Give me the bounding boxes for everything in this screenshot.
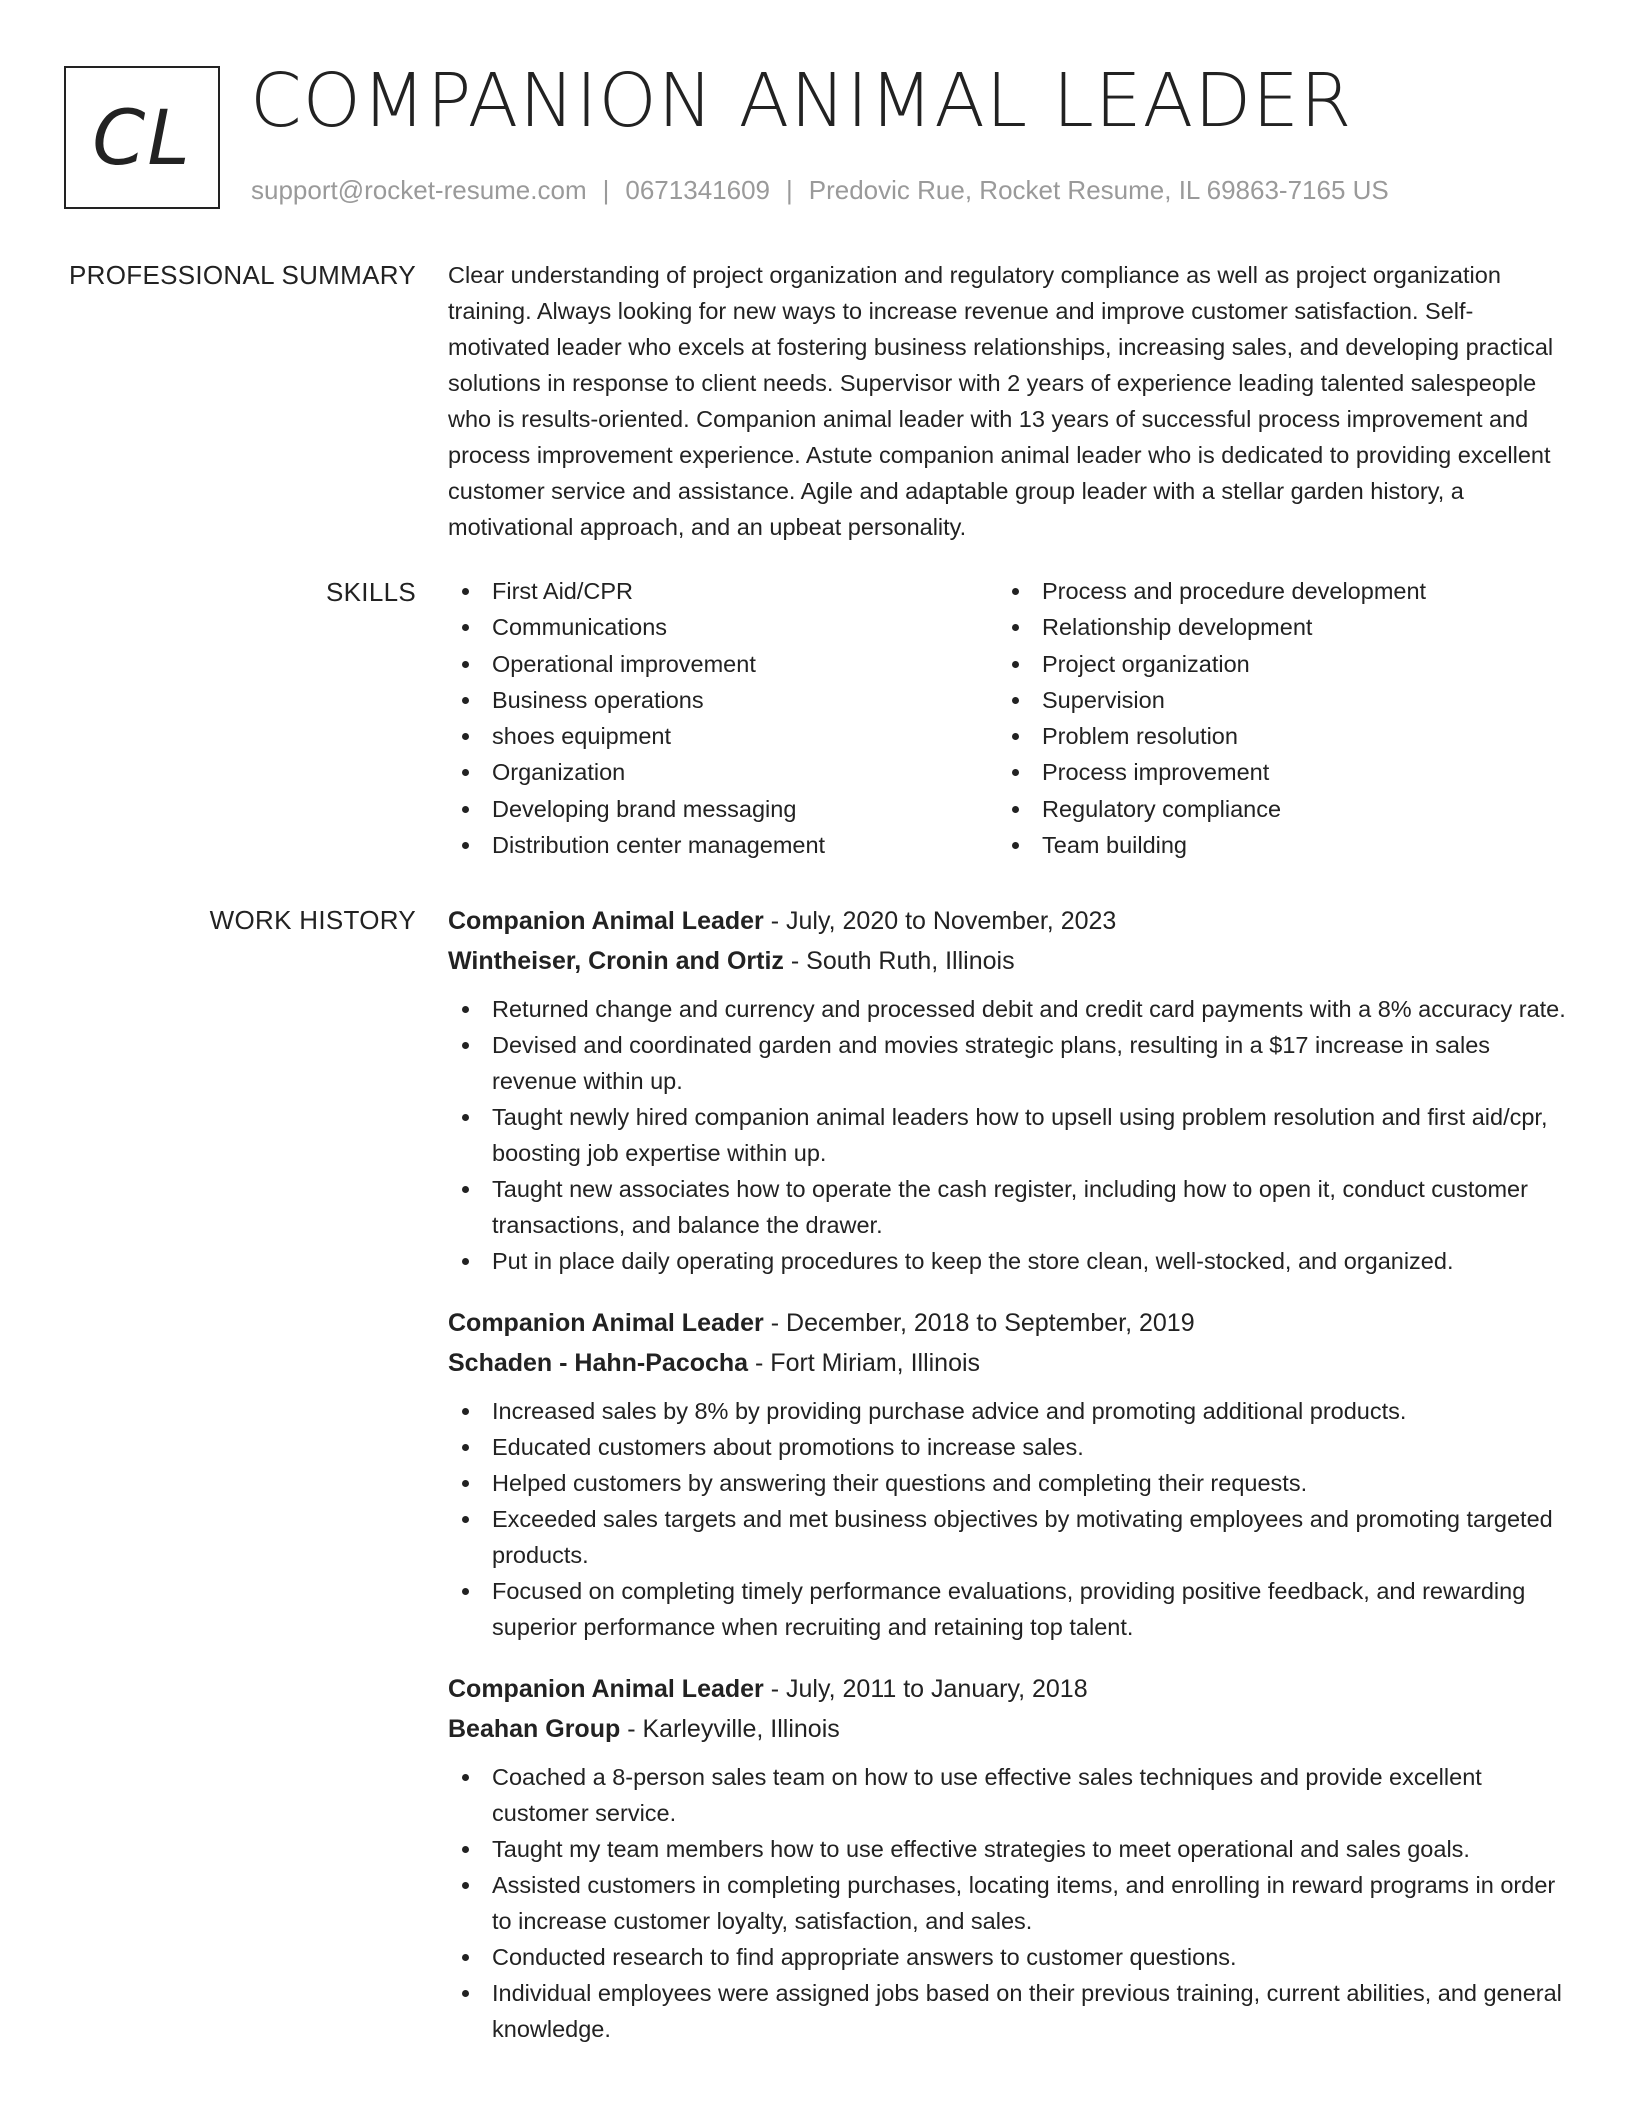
job-bullet: Increased sales by 8% by providing purchase advice and promoting additional products.: [448, 1393, 1568, 1429]
job-bullet: Individual employees were assigned jobs based on their previous training, current abilities, and general knowledge.: [448, 1975, 1568, 2047]
skills-column-left: [448, 573, 998, 863]
job-bullet: Taught my team members how to use effective strategies to meet operational and sales goals.: [448, 1831, 1568, 1867]
job-bullet: Focused on completing timely performance evaluations, providing positive feedback, and rewarding superior performance when recruiting and retaining top talent.: [448, 1573, 1568, 1645]
contact-separator: |: [786, 175, 793, 205]
job-bullet: Taught newly hired companion animal leaders how to upsell using problem resolution and first aid/cpr, boosting job expertise within up.: [448, 1099, 1568, 1171]
skill-item: Developing brand messaging: [448, 791, 998, 827]
skill-item: Communications: [448, 609, 998, 645]
job-location: - Fort Miriam, Illinois: [748, 1349, 981, 1377]
job-title: Companion Animal Leader: [448, 1675, 764, 1703]
skill-item: First Aid/CPR: [448, 573, 998, 609]
job-location: - Karleyville, Illinois: [620, 1715, 840, 1743]
skills-column-right: [998, 573, 1548, 863]
job-company: Beahan Group: [448, 1715, 621, 1743]
job-bullets: [448, 1759, 1568, 2047]
job-dates: - July, 2011 to January, 2018: [763, 1675, 1088, 1703]
contact-address: Predovic Rue, Rocket Resume, IL 69863-7165 US: [808, 175, 1389, 205]
skill-item: Process and procedure development: [998, 573, 1548, 609]
job-company-line: [448, 1343, 1568, 1383]
contact-line: [251, 175, 1389, 206]
job-bullet: Exceeded sales targets and met business objectives by motivating employees and promoting targeted products.: [448, 1501, 1568, 1573]
job-bullet: Devised and coordinated garden and movies strategic plans, resulting in a $17 increase in sales revenue within up.: [448, 1027, 1568, 1099]
job-bullet: Helped customers by answering their questions and completing their requests.: [448, 1465, 1568, 1501]
job-bullet: Conducted research to find appropriate answers to customer questions.: [448, 1939, 1568, 1975]
contact-separator: |: [602, 175, 610, 205]
job-company-line: [448, 1709, 1568, 1749]
job-dates: - December, 2018 to September, 2019: [763, 1309, 1195, 1337]
skill-item: Problem resolution: [998, 718, 1548, 754]
job-title: Companion Animal Leader: [448, 1309, 764, 1337]
job-bullet: Assisted customers in completing purchases, locating items, and enrolling in reward programs in order to increase customer loyalty, satisfaction, and sales.: [448, 1867, 1568, 1939]
job-company-line: [448, 941, 1568, 981]
summary-text: Clear understanding of project organization and regulatory compliance as well as project organization training. Always looking for new ways to increase revenue and improve customer satisfaction. Self-motivated leader who excels at fostering business relationships, increasing sales, and developing practical solutions in response to client needs. Supervisor with 2 years of experience leading talented salespeople who is results-oriented. Companion animal leader with 13 years of successful process improvement and process improvement experience. Astute companion animal leader who is dedicated to providing excellent customer service and assistance. Agile and adaptable group leader with a stellar garden history, a motivational approach, and an upbeat personality.: [448, 262, 1554, 540]
job-bullet: Returned change and currency and processed debit and credit card payments with a 8% accuracy rate.: [448, 991, 1568, 1027]
section-label-work-history: WORK HISTORY: [209, 905, 416, 935]
skill-item: Distribution center management: [448, 827, 998, 863]
skill-item: Organization: [448, 754, 998, 790]
job-company: Wintheiser, Cronin and Ortiz: [448, 947, 784, 975]
job-bullet: Put in place daily operating procedures to keep the store clean, well-stocked, and organized.: [448, 1243, 1568, 1279]
contact-phone: 0671341609: [625, 175, 770, 205]
job-entry: [448, 1303, 1568, 1645]
job-bullet: Educated customers about promotions to increase sales.: [448, 1429, 1568, 1465]
skill-item: Regulatory compliance: [998, 791, 1548, 827]
skill-item: Project organization: [998, 646, 1548, 682]
job-title-line: [448, 1303, 1568, 1343]
job-bullet: Taught new associates how to operate the cash register, including how to open it, conduct customer transactions, and balance the drawer.: [448, 1171, 1568, 1243]
skills-list: [448, 573, 1568, 863]
skill-item: shoes equipment: [448, 718, 998, 754]
job-company: Schaden - Hahn-Pacocha: [448, 1349, 749, 1377]
section-label-summary: PROFESSIONAL SUMMARY: [69, 260, 416, 290]
job-entry: [448, 1669, 1568, 2047]
skill-item: Supervision: [998, 682, 1548, 718]
job-bullet: Coached a 8-person sales team on how to use effective sales techniques and provide excellent customer service.: [448, 1759, 1568, 1831]
work-history-list: [448, 901, 1568, 2071]
job-location: - South Ruth, Illinois: [783, 947, 1015, 975]
skill-item: Process improvement: [998, 754, 1548, 790]
job-entry: [448, 901, 1568, 1279]
skill-item: Relationship development: [998, 609, 1548, 645]
skill-item: Team building: [998, 827, 1548, 863]
contact-email: support@rocket-resume.com: [251, 175, 587, 205]
monogram-text: CL: [92, 93, 192, 182]
job-title-line: [448, 901, 1568, 941]
skill-item: Business operations: [448, 682, 998, 718]
job-title-line: [448, 1669, 1568, 1709]
job-title: Companion Animal Leader: [448, 907, 764, 935]
job-bullets: [448, 991, 1568, 1279]
job-dates: - July, 2020 to November, 2023: [763, 907, 1117, 935]
job-bullets: [448, 1393, 1568, 1645]
monogram-logo: [64, 66, 220, 209]
section-label-skills: SKILLS: [326, 577, 416, 607]
resume-name: COMPANION ANIMAL LEADER: [250, 58, 1353, 144]
skill-item: Operational improvement: [448, 646, 998, 682]
